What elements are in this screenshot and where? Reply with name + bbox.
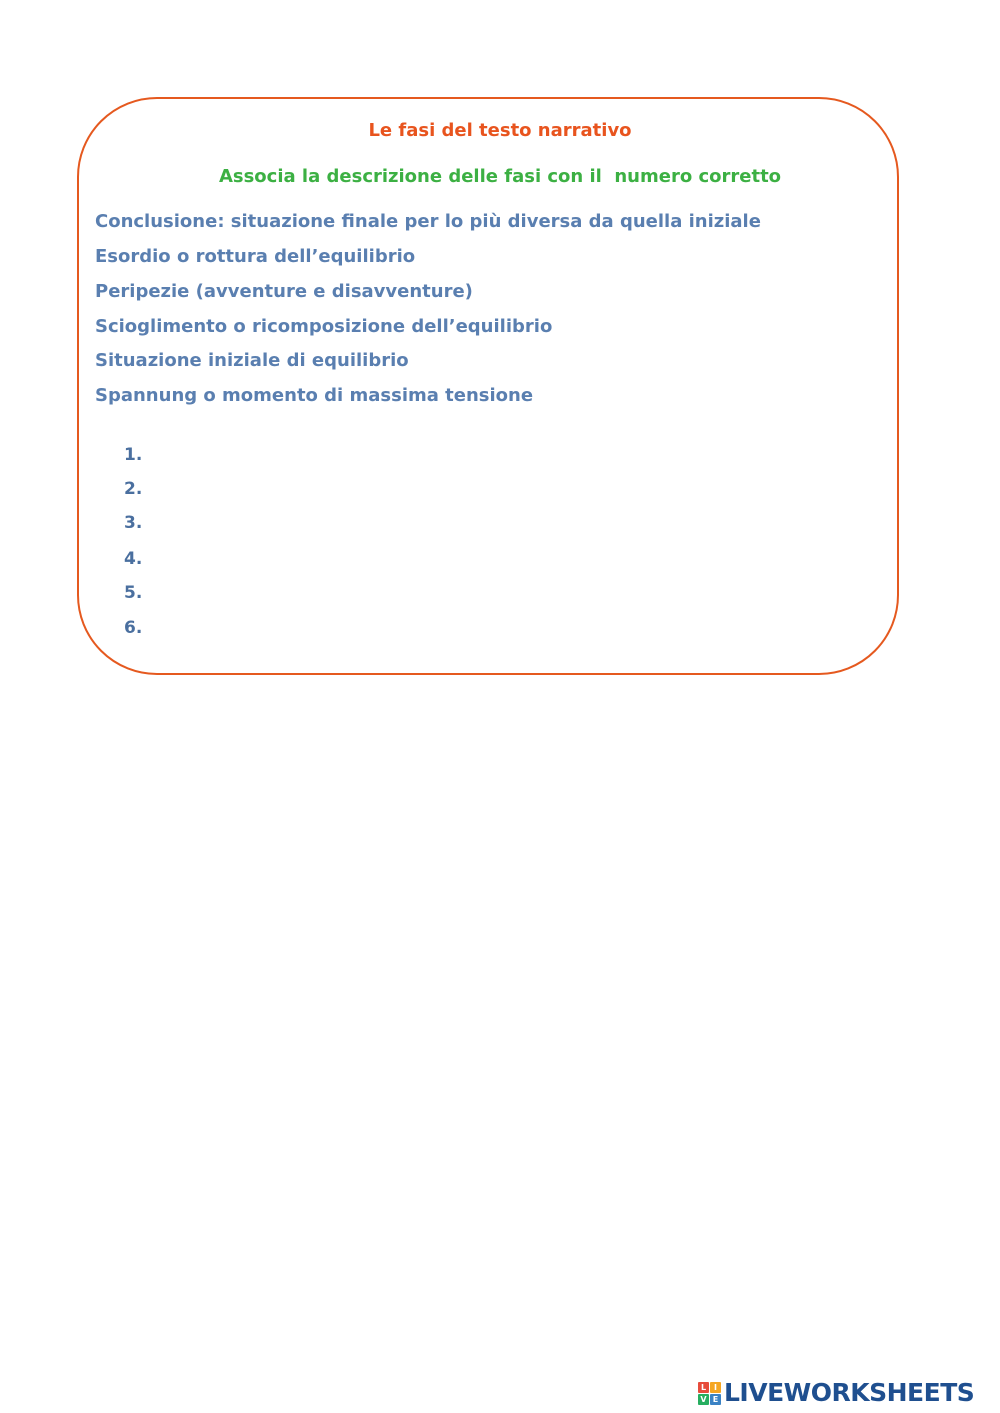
answer-number: 1.: [124, 445, 143, 465]
phase-item[interactable]: Situazione iniziale di equilibrio: [95, 350, 409, 371]
worksheet-title: Le fasi del testo narrativo: [368, 120, 632, 141]
phase-item[interactable]: Esordio o rottura dell’equilibrio: [95, 246, 416, 267]
answer-number: 2.: [124, 479, 143, 499]
answer-number: 6.: [124, 618, 143, 638]
liveworksheets-brand: [698, 1378, 974, 1408]
liveworksheets-logo-icon: [698, 1382, 721, 1405]
logo-tile: I: [710, 1382, 721, 1393]
answer-number: 3.: [124, 513, 143, 533]
phase-item[interactable]: Scioglimento o ricomposizione dell’equilibrio: [95, 316, 553, 337]
brand-name: LIVEWORKSHEETS: [724, 1378, 975, 1407]
logo-tile: E: [710, 1394, 721, 1405]
phase-item[interactable]: Peripezie (avventure e disavventure): [95, 281, 473, 302]
worksheet-instruction: Associa la descrizione delle fasi con il numero corretto: [218, 166, 782, 187]
logo-tile: V: [698, 1394, 709, 1405]
phase-item[interactable]: Spannung o momento di massima tensione: [95, 385, 534, 406]
answer-number: 4.: [124, 549, 143, 569]
answer-number: 5.: [124, 583, 143, 603]
logo-tile: L: [698, 1382, 709, 1393]
phase-item[interactable]: Conclusione: situazione finale per lo più diversa da quella iniziale: [95, 211, 761, 232]
